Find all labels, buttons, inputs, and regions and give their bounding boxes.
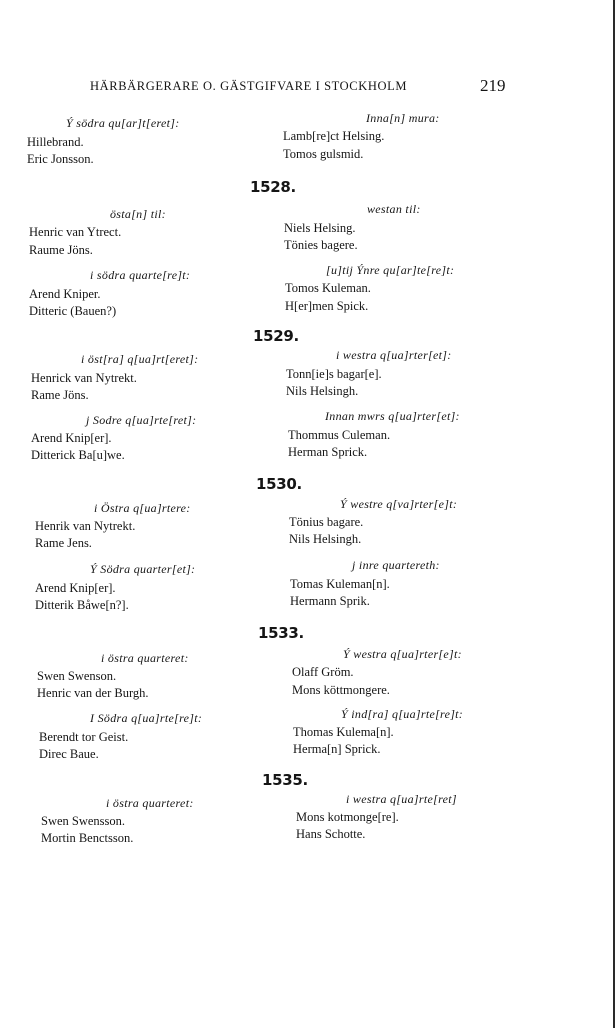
quarter-heading: i westra q[ua]rte[ret] bbox=[346, 792, 457, 806]
year-heading: 1535. bbox=[262, 771, 308, 789]
person-name: Swen Swensson. bbox=[41, 814, 126, 828]
person-name: Thommus Culeman. bbox=[288, 428, 391, 442]
year-heading: 1529. bbox=[253, 327, 299, 345]
person-name: Herman Sprick. bbox=[288, 445, 368, 459]
person-name: Tomos Kuleman. bbox=[285, 281, 371, 295]
quarter-heading: I Södra q[ua]rte[re]t: bbox=[90, 711, 203, 725]
person-name: Tönius bagare. bbox=[289, 515, 364, 529]
person-name: Niels Helsing. bbox=[284, 221, 356, 235]
person-name: Eric Jonsson. bbox=[27, 152, 94, 166]
quarter-heading: j inre quartereth: bbox=[352, 558, 440, 572]
person-name: Berendt tor Geist. bbox=[39, 730, 129, 744]
quarter-heading: Ý Södra quarter[et]: bbox=[90, 562, 196, 576]
quarter-heading: i Östra q[ua]rtere: bbox=[94, 501, 191, 515]
quarter-heading: westan til: bbox=[367, 202, 421, 216]
quarter-heading: j Sodre q[ua]rte[ret]: bbox=[86, 413, 197, 427]
page-number: 219 bbox=[480, 76, 506, 95]
person-name: Hans Schotte. bbox=[296, 827, 366, 841]
person-name: Swen Swenson. bbox=[37, 669, 117, 683]
person-name: Nils Helsingh. bbox=[286, 384, 359, 398]
person-name: Henrik van Nytrekt. bbox=[35, 519, 136, 533]
person-name: Lamb[re]ct Helsing. bbox=[283, 129, 385, 143]
quarter-heading: östa[n] til: bbox=[110, 207, 166, 221]
person-name: Arend Knip[er]. bbox=[35, 581, 116, 595]
quarter-heading: Ý westra q[ua]rter[e]t: bbox=[343, 647, 462, 661]
person-name: Ditteric (Bauen?) bbox=[29, 304, 117, 318]
person-name: Ditterick Ba[u]we. bbox=[31, 448, 125, 462]
person-name: Direc Baue. bbox=[39, 747, 99, 761]
quarter-heading: [u]tij Ýnre qu[ar]te[re]t: bbox=[326, 263, 455, 277]
person-name: Olaff Gröm. bbox=[292, 665, 354, 679]
person-name: Henric van Ytrect. bbox=[29, 225, 122, 239]
person-name: Henrick van Nytrekt. bbox=[31, 371, 137, 385]
person-name: Arend Knip[er]. bbox=[31, 431, 112, 445]
quarter-heading: i östra quarteret: bbox=[106, 796, 194, 810]
quarter-heading: i södra quarte[re]t: bbox=[90, 268, 191, 282]
person-name: Herma[n] Sprick. bbox=[293, 742, 381, 756]
person-name: Nils Helsingh. bbox=[289, 532, 362, 546]
quarter-heading: i westra q[ua]rter[et]: bbox=[336, 348, 452, 362]
person-name: Mons kotmonge[re]. bbox=[296, 810, 399, 824]
person-name: Mons köttmongere. bbox=[292, 683, 390, 697]
person-name: Tomos gulsmid. bbox=[283, 147, 364, 161]
quarter-heading: i östra quarteret: bbox=[101, 651, 189, 665]
person-name: H[er]men Spick. bbox=[285, 299, 369, 313]
running-head: HÄRBÄRGERARE O. GÄSTGIFVARE I STOCKHOLM bbox=[90, 79, 408, 93]
quarter-heading: Inna[n] mura: bbox=[366, 111, 440, 125]
quarter-heading: i öst[ra] q[ua]rt[eret]: bbox=[81, 352, 199, 366]
person-name: Raume Jöns. bbox=[29, 243, 93, 257]
person-name: Rame Jöns. bbox=[31, 388, 89, 402]
quarter-heading: Innan mwrs q[ua]rter[et]: bbox=[325, 409, 460, 423]
person-name: Rame Jens. bbox=[35, 536, 92, 550]
person-name: Tomas Kuleman[n]. bbox=[290, 577, 390, 591]
person-name: Mortin Benctsson. bbox=[41, 831, 134, 845]
person-name: Hillebrand. bbox=[27, 135, 84, 149]
quarter-heading: Ý ind[ra] q[ua]rte[re]t: bbox=[341, 707, 464, 721]
person-name: Henric van der Burgh. bbox=[37, 686, 149, 700]
person-name: Hermann Sprik. bbox=[290, 594, 370, 608]
quarter-heading: Ý södra qu[ar]t[eret]: bbox=[66, 116, 180, 130]
quarter-heading: Ý westre q[va]rter[e]t: bbox=[340, 497, 458, 511]
year-heading: 1533. bbox=[258, 624, 304, 642]
person-name: Tonn[ie]s bagar[e]. bbox=[286, 367, 382, 381]
person-name: Tönies bagere. bbox=[284, 238, 358, 252]
person-name: Arend Kniper. bbox=[29, 287, 101, 301]
scan-edge bbox=[613, 0, 615, 1028]
year-heading: 1528. bbox=[250, 178, 296, 196]
year-heading: 1530. bbox=[256, 475, 302, 493]
person-name: Thomas Kulema[n]. bbox=[293, 725, 394, 739]
person-name: Ditterik Båwe[n?]. bbox=[35, 598, 129, 612]
